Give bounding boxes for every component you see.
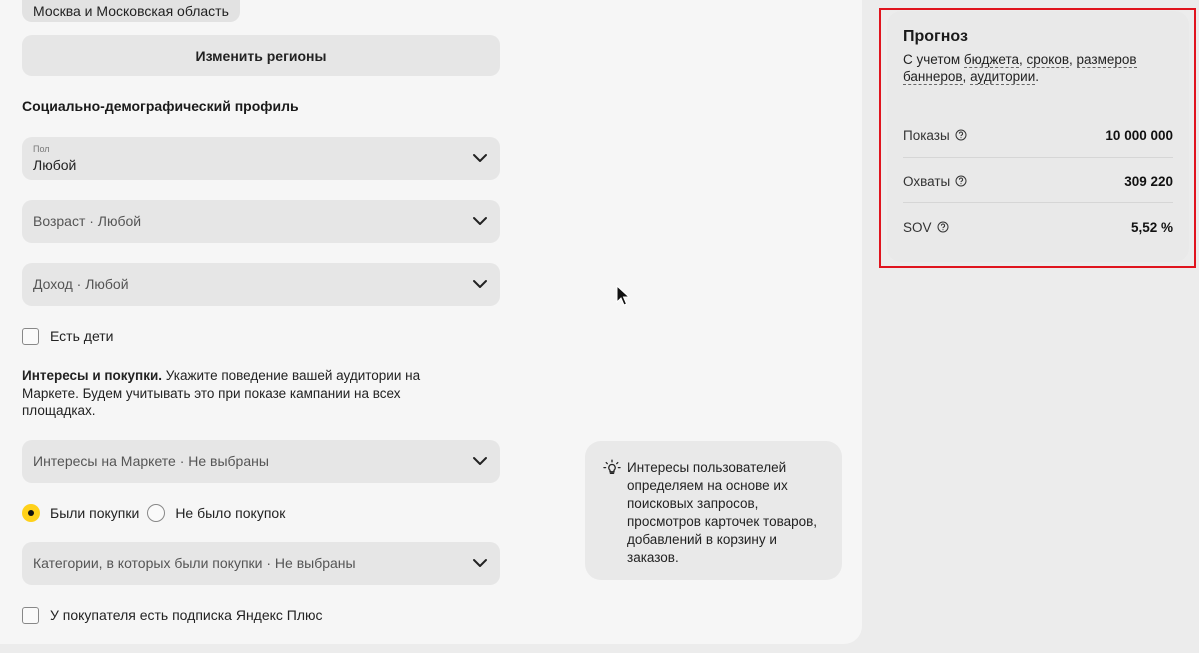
change-regions-button[interactable]: Изменить регионы (22, 35, 500, 76)
forecast-label-text: Показы (903, 127, 950, 143)
gender-select-caption: Пол (33, 144, 50, 154)
chevron-down-icon (472, 152, 488, 164)
interests-description (22, 367, 452, 420)
has-children-label: Есть дети (50, 328, 114, 344)
forecast-link-dates[interactable]: сроков (1026, 52, 1070, 67)
interests-heading: Интересы и покупки. (22, 368, 163, 383)
age-select-label: Возраст · Любой (33, 213, 142, 229)
forecast-value-sov: 5,52 % (1130, 219, 1173, 235)
market-interests-select[interactable] (22, 440, 500, 483)
region-chip[interactable]: Москва и Московская область (22, 0, 240, 22)
forecast-label-text: Охваты (903, 173, 951, 189)
chevron-down-icon (472, 455, 488, 467)
income-select[interactable] (22, 263, 500, 306)
forecast-title: Прогноз (903, 28, 968, 45)
categories-select[interactable] (22, 542, 500, 585)
purchases-radio-group (22, 503, 293, 523)
has-children-checkbox[interactable] (22, 328, 39, 345)
forecast-value-reach: 309 220 (1124, 173, 1173, 189)
chevron-down-icon (472, 557, 488, 569)
gender-select-value: Любой (33, 157, 77, 173)
forecast-link-budget[interactable]: бюджета (963, 52, 1019, 67)
radio-had-purchases-label[interactable]: Были покупки (50, 505, 140, 521)
interests-hint-box (585, 441, 842, 580)
forecast-highlight-frame (879, 8, 1196, 268)
profile-section-title: Социально-демографический профиль (22, 98, 299, 114)
plus-subscription-checkbox[interactable] (22, 607, 39, 624)
radio-no-purchases-label[interactable]: Не было покупок (175, 505, 286, 521)
age-select[interactable] (22, 200, 500, 243)
forecast-label-text: SOV (903, 219, 932, 235)
lightbulb-icon (603, 459, 621, 477)
categories-select-label: Категории, в которых были покупки · Не выбраны (33, 555, 356, 571)
gender-select[interactable] (22, 137, 500, 180)
forecast-value-impressions: 10 000 000 (1105, 127, 1173, 143)
chevron-down-icon (472, 278, 488, 290)
forecast-link-banner-sizes[interactable]: размеров баннеров (903, 52, 1137, 84)
radio-had-purchases[interactable] (22, 504, 40, 522)
mouse-cursor-icon (616, 285, 630, 307)
chevron-down-icon (472, 215, 488, 227)
forecast-subtitle-prefix: С учетом (903, 52, 964, 67)
forecast-link-audience[interactable]: аудитории (970, 69, 1036, 84)
income-select-label: Доход · Любой (33, 276, 129, 292)
plus-subscription-label: У покупателя есть подписка Яндекс Плюс (50, 607, 323, 623)
forecast-subtitle: С учетом бюджета, сроков, размеров баннеров, аудитории. (903, 52, 1137, 84)
interests-heading-text: Укажите поведение вашей аудитории на Маркете. Будем учитывать это при показе кампании на всех площадках. (22, 368, 421, 418)
radio-no-purchases[interactable] (147, 504, 165, 522)
market-interests-label: Интересы на Маркете · Не выбраны (33, 453, 269, 469)
interests-hint-text: Интересы пользователей определяем на основе их поисковых запросов, просмотров карточек товаров, добавлений в корзину и заказов. (627, 460, 818, 565)
plus-subscription-checkbox-row[interactable] (22, 606, 323, 624)
has-children-checkbox-row[interactable] (22, 327, 114, 345)
